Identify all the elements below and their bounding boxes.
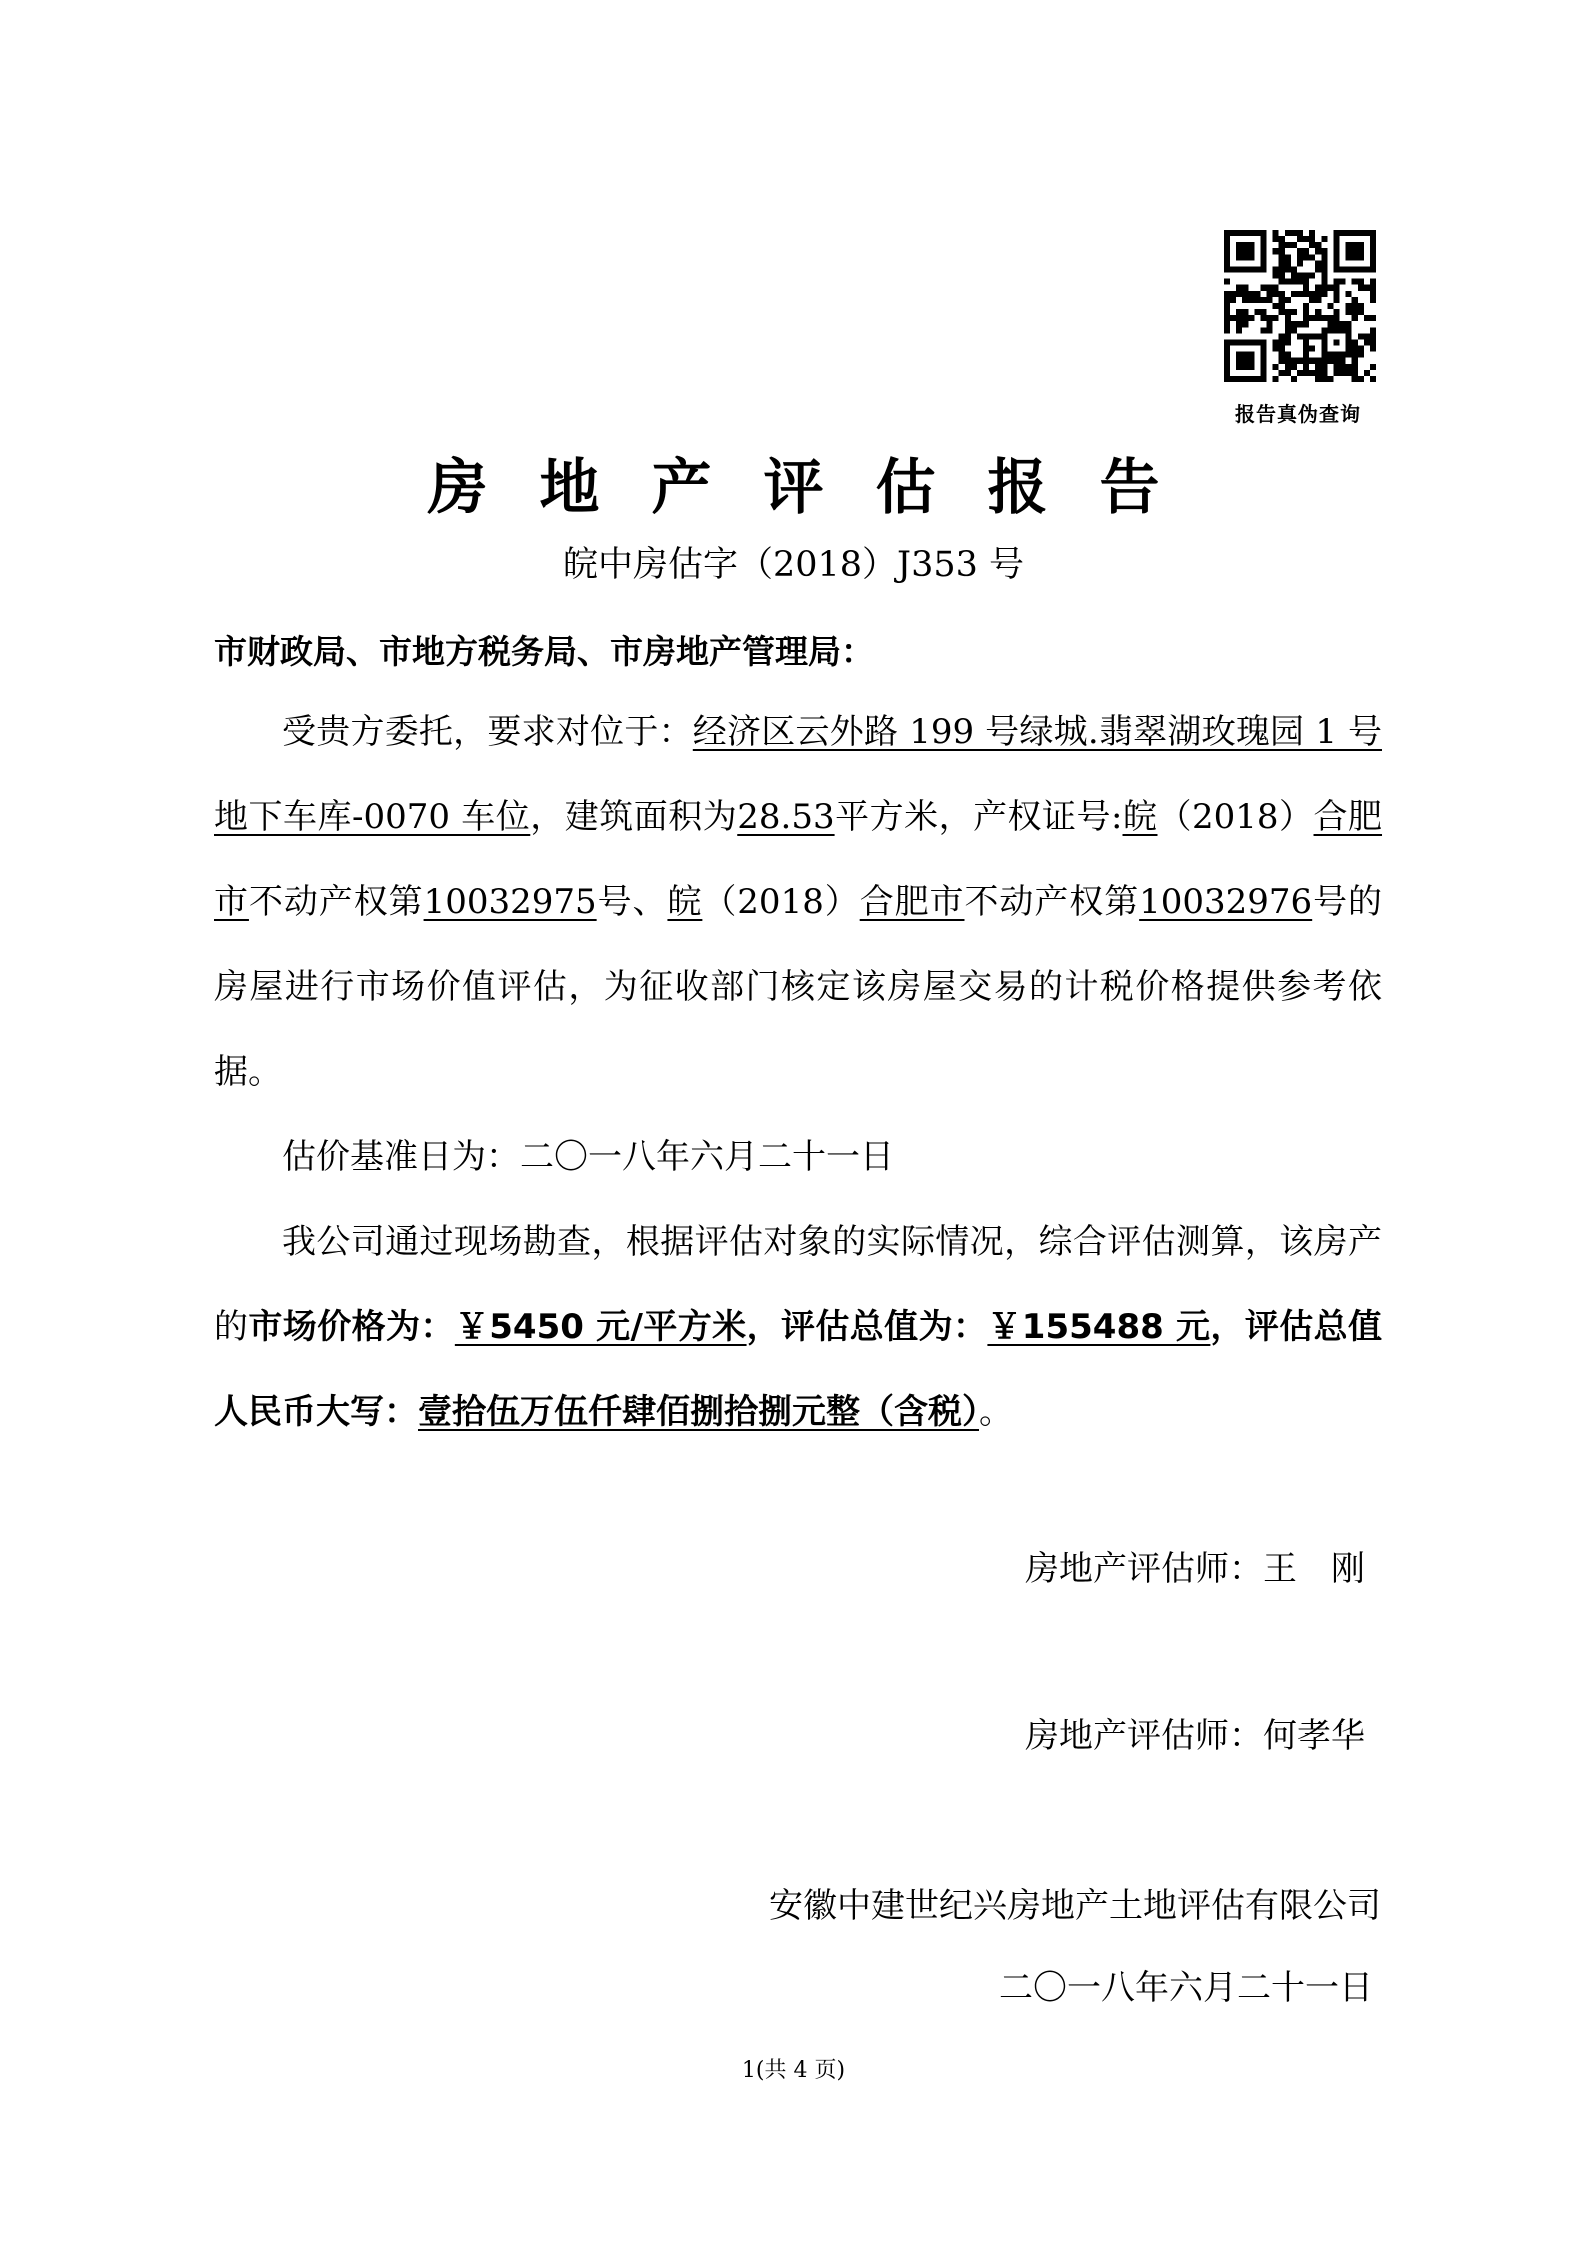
title-char: 估 [875, 453, 936, 523]
appraiser-1: 房地产评估师：王 刚 [1025, 1549, 1365, 1589]
market-price: ￥5450 元/平方米 [454, 1307, 747, 1347]
building-area: 28.53 [737, 797, 835, 837]
text: 。 [979, 1392, 1013, 1432]
label-total-words: 评估总值人民币大写： [214, 1307, 1383, 1432]
text: 平方米，产权证号: [834, 797, 1123, 837]
report-title [0, 440, 1587, 526]
addressee: 市财政局、市地方税务局、市房地产管理局： [214, 632, 874, 671]
property-address: 经济区云外路 199 号绿城.翡翠湖玫瑰园 1 号地下车库-0070 车位 [214, 712, 1382, 837]
label-market-price: 市场价格为： [248, 1307, 455, 1347]
text: ，建筑面积为 [530, 797, 738, 837]
cert2-city: 合肥市 [859, 882, 965, 922]
title-char: 告 [1099, 453, 1160, 523]
text: 我公司通过现场勘查，根据评估对象的实际情况，综合评估测算，该房产的 [214, 1222, 1382, 1347]
title-char: 产 [651, 453, 712, 523]
qr-caption: 报告真伪查询 [1235, 402, 1361, 426]
company-name: 安徽中建世纪兴房地产土地评估有限公司 [769, 1886, 1381, 1926]
paragraph-commission [214, 690, 1382, 1115]
signing-date: 二〇一八年六月二十一日 [999, 1968, 1373, 2008]
title-char: 地 [539, 453, 600, 523]
report-body [214, 690, 1382, 1455]
qr-code[interactable] [1224, 230, 1376, 382]
total-value-words: 壹拾伍万伍仟肆佰捌拾捌元整（含税） [418, 1392, 979, 1432]
cert2-year: （2018） [702, 882, 860, 922]
text: 号、 [596, 882, 668, 922]
title-char: 房 [427, 453, 488, 523]
page-number: 1(共 4 页) [741, 2058, 846, 2083]
paragraph-result [214, 1200, 1382, 1455]
text: ， [1210, 1307, 1245, 1347]
text: 不动产权第 [248, 882, 424, 922]
cert1-province: 皖 [1122, 797, 1158, 837]
text: 不动产权第 [964, 882, 1140, 922]
cert2-number: 10032976 [1139, 882, 1313, 922]
cert1-year: （2018） [1157, 797, 1314, 837]
qr-block [1216, 230, 1380, 427]
text: 受贵方委托，要求对位于： [282, 712, 693, 752]
title-char: 评 [763, 453, 824, 523]
document-number: 皖中房估字（2018）J353 号 [562, 545, 1025, 585]
text: 号的房屋进行市场价值评估，为征收部门核定该房屋交易的计税价格提供参考依据。 [214, 882, 1383, 1092]
label-total-value: ，评估总值为： [746, 1307, 988, 1347]
cert1-city: 合肥市 [214, 797, 1383, 922]
appraiser-2: 房地产评估师：何孝华 [1025, 1716, 1365, 1756]
cert2-province: 皖 [667, 882, 703, 922]
paragraph-valuation-date: 估价基准日为：二〇一八年六月二十一日 [282, 1137, 894, 1177]
cert1-number: 10032975 [423, 882, 597, 922]
total-value: ￥155488 元 [987, 1307, 1211, 1347]
title-char: 报 [987, 453, 1048, 523]
